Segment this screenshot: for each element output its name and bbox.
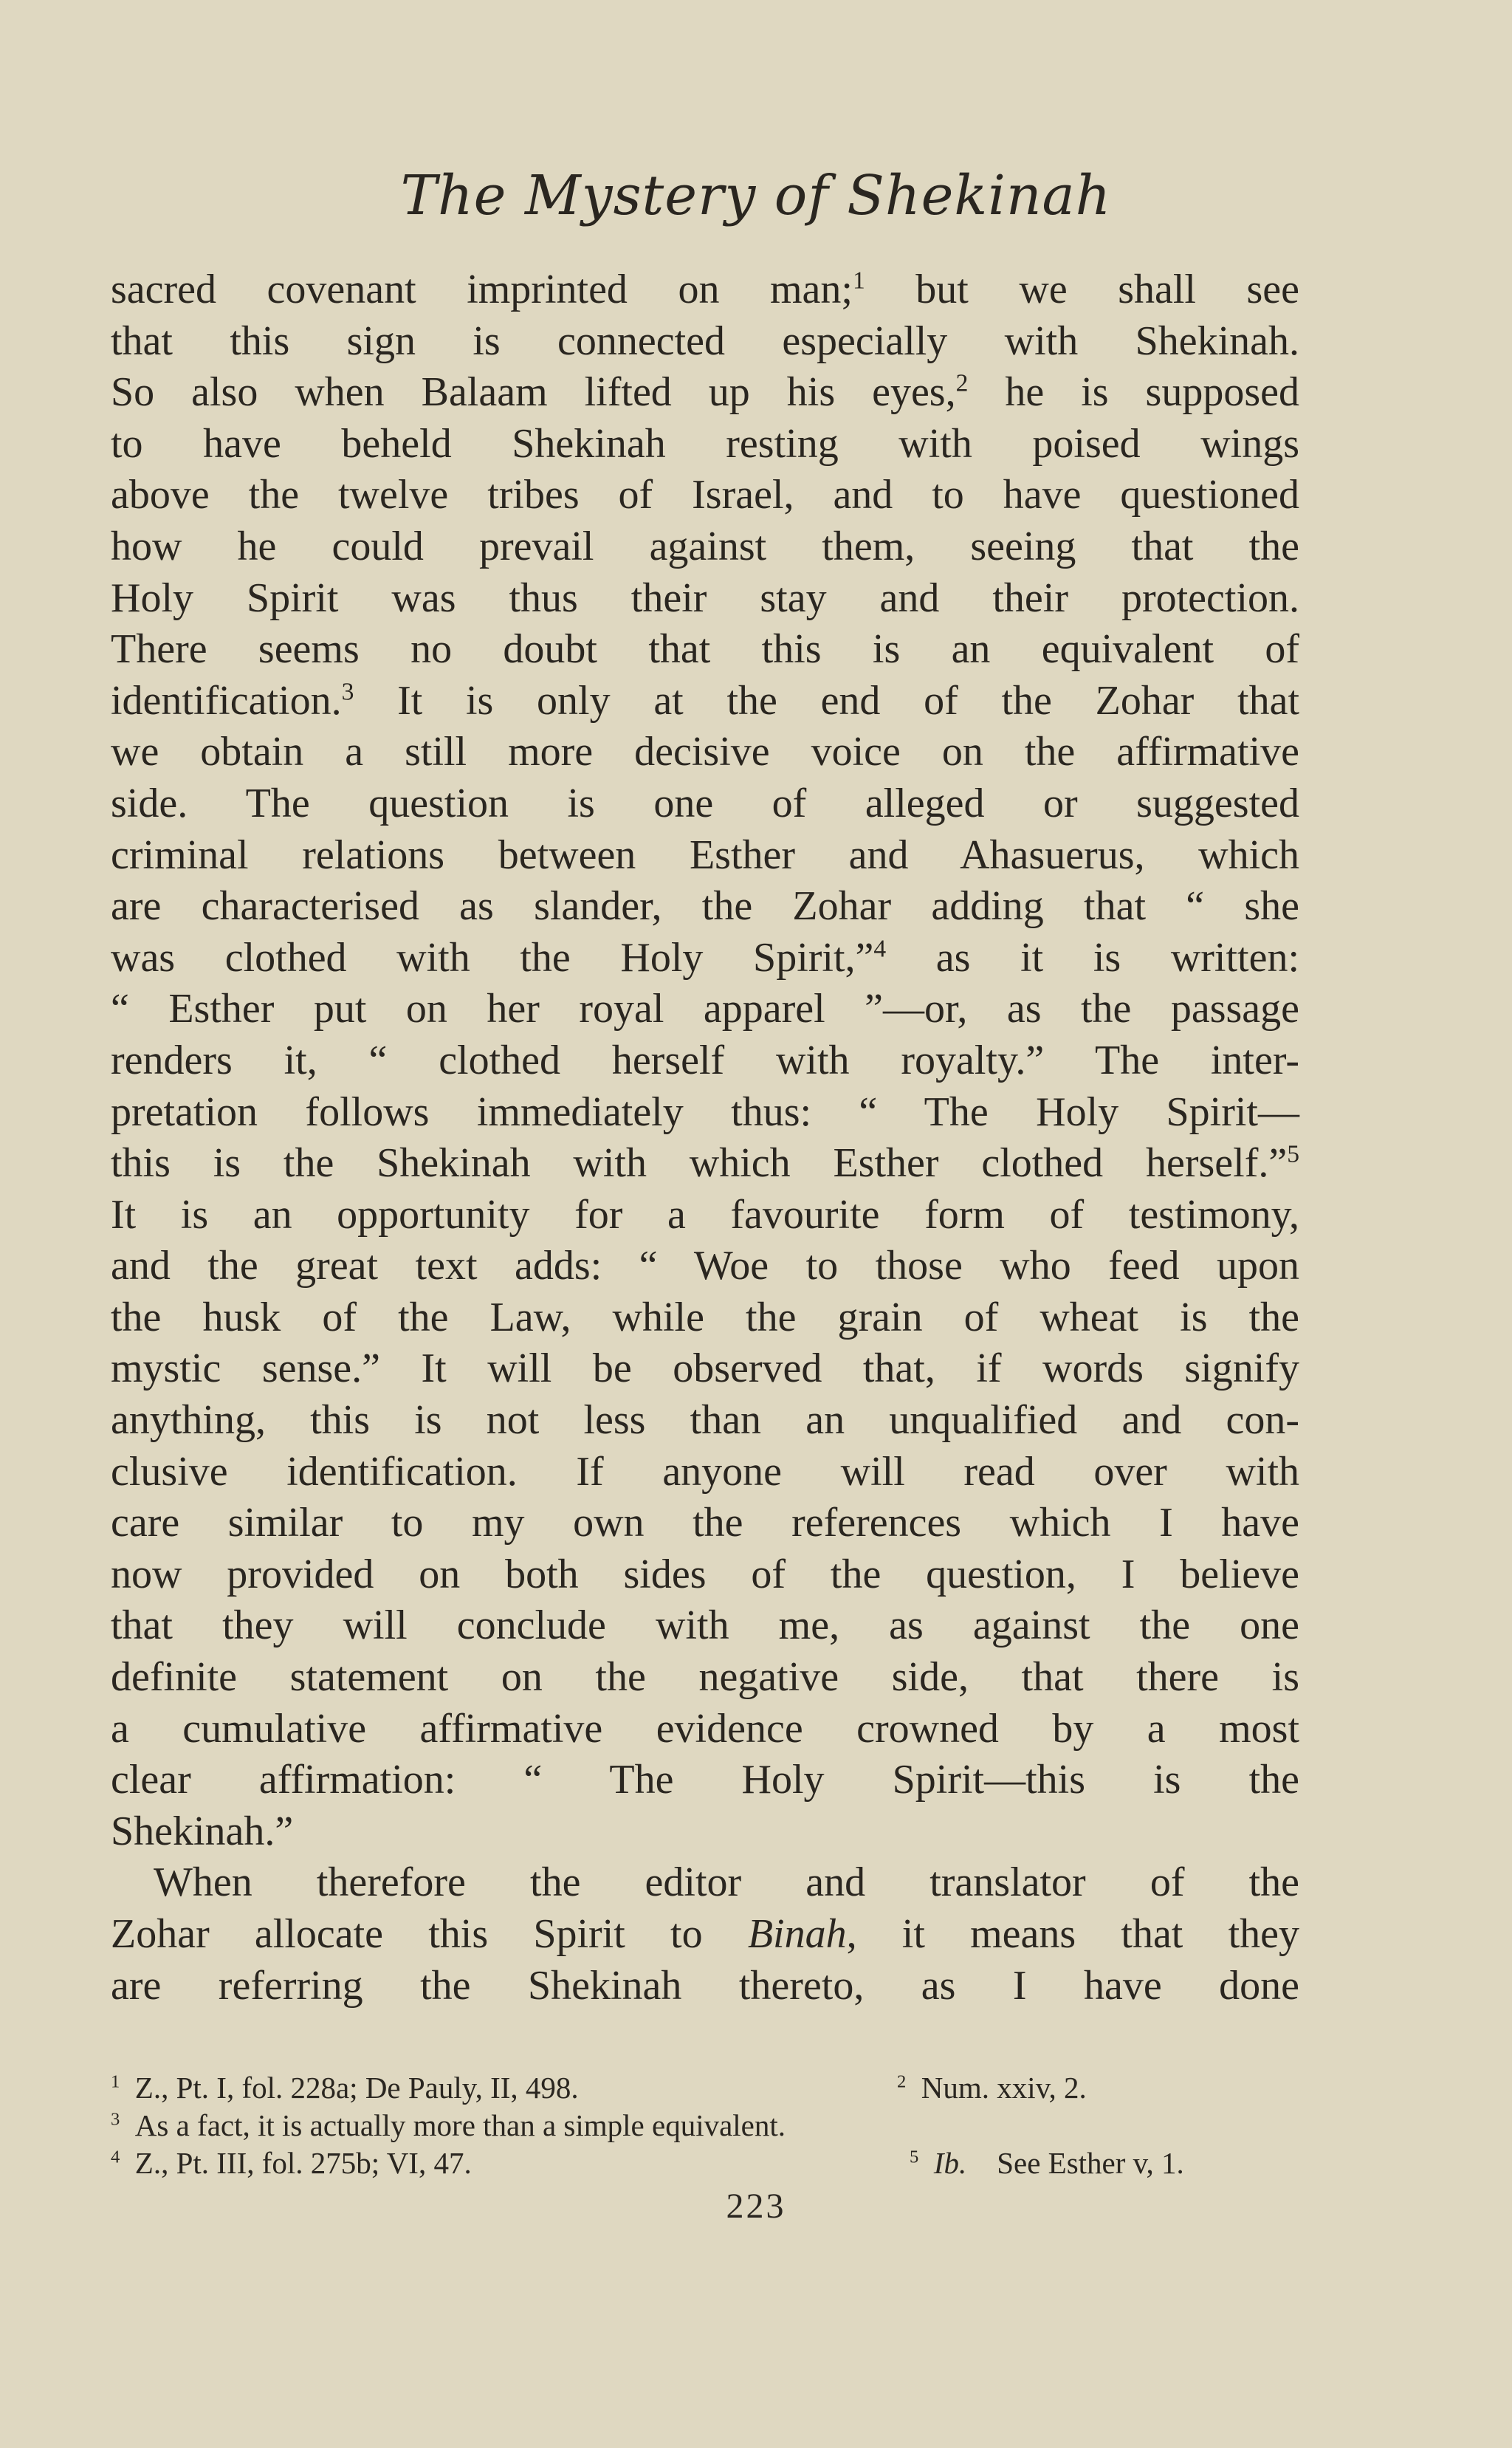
text-line: [111, 573, 1299, 625]
text-line: [111, 1447, 1299, 1498]
line-text: Shekinah.”: [111, 1808, 294, 1854]
line-text: was clothed with the Holy Spirit,”: [111, 934, 874, 981]
footnotes: [111, 2069, 1299, 2182]
text-line: [111, 1549, 1299, 1601]
line-text-cont: , it means that they: [846, 1911, 1299, 1957]
line-text: renders it, “ clothed herself with royalty.” The inter-: [111, 1037, 1299, 1083]
text-line: [111, 1343, 1299, 1395]
footnote-row: [111, 2107, 1299, 2144]
footnote-text: Z., Pt. I, fol. 228a; De Pauly, II, 498.: [134, 2071, 579, 2105]
line-text: above the twelve tribes of Israel, and to have questioned: [111, 472, 1299, 518]
line-text: and the great text adds: “ Woe to those who feed upon: [111, 1243, 1299, 1289]
line-text: clear affirmation: “ The Holy Spirit—this is the: [111, 1757, 1299, 1803]
line-text: care similar to my own the references which I have: [111, 1500, 1299, 1546]
footnote-text: As a fact, it is actually more than a simple equivalent.: [134, 2108, 786, 2142]
text-line: [111, 1292, 1299, 1344]
footnote-text: Num. xxiv, 2.: [921, 2071, 1087, 2105]
footnote-ref: 3: [341, 678, 354, 706]
line-text: Zohar allocate this Spirit to: [111, 1911, 748, 1957]
text-line: [111, 881, 1299, 933]
line-text-cont: he is supposed: [968, 369, 1300, 416]
text-line: [111, 1035, 1299, 1087]
text-line: [111, 1138, 1299, 1190]
text-line: [111, 933, 1299, 984]
line-text: this is the Shekinah with which Esther clothed herself.”: [111, 1140, 1288, 1187]
line-text: sacred covenant imprinted on man;: [111, 267, 853, 312]
line-text: So also when Balaam lifted up his eyes,: [111, 369, 956, 416]
text-line: [111, 316, 1299, 368]
line-text-cont: as it is written:: [886, 934, 1299, 981]
footnote-ref: 1: [852, 267, 865, 295]
text-line: [111, 1704, 1299, 1755]
footnote-mark: 1: [111, 2071, 120, 2092]
line-text: that they will conclude with me, as against the one: [111, 1602, 1299, 1649]
footnote-text: Z., Pt. III, fol. 275b; VI, 47.: [134, 2146, 472, 2180]
footnote-ref: 4: [873, 935, 887, 963]
footnote-row: [111, 2144, 1299, 2182]
line-text: pretation follows immediately thus: “ The Holy Spirit—: [111, 1088, 1299, 1135]
text-line: [111, 521, 1299, 573]
footnote-mark: 5: [910, 2147, 919, 2167]
line-text: a cumulative affirmative evidence crowned by a most: [111, 1705, 1299, 1752]
footnote-italic: Ib.: [933, 2146, 967, 2180]
line-text: clusive identification. If anyone will read over with: [111, 1448, 1299, 1495]
line-text: we obtain a still more decisive voice on the affirmative: [111, 729, 1299, 775]
line-text: identification.: [111, 677, 342, 724]
text-line: [111, 1909, 1299, 1961]
text-line: [111, 1190, 1299, 1241]
line-text: are referring the Shekinah thereto, as I have done: [111, 1962, 1299, 2009]
line-text: now provided on both sides of the question, I believe: [111, 1551, 1299, 1597]
text-line: [111, 419, 1299, 470]
body-text: [111, 264, 1299, 2012]
line-text: how he could prevail against them, seeing that the: [111, 523, 1299, 569]
footnote-ref: 5: [1287, 1140, 1299, 1168]
line-text: criminal relations between Esther and Ahasuerus, which: [111, 832, 1299, 878]
text-line: [111, 470, 1299, 521]
line-text: There seems no doubt that this is an equivalent of: [111, 626, 1299, 673]
footnote-mark: 2: [897, 2071, 907, 2092]
line-text: side. The question is one of alleged or suggested: [111, 780, 1299, 826]
italic-term: Binah: [747, 1911, 847, 1957]
text-line: [111, 1857, 1299, 1909]
text-line: [111, 1755, 1299, 1806]
text-line: [111, 676, 1299, 727]
running-head: The Mystery of Shekinah: [400, 164, 1112, 227]
line-text-cont: It is only at the end of the Zohar that: [354, 677, 1299, 724]
line-text: It is an opportunity for a favourite form of testimony,: [111, 1191, 1299, 1238]
footnote-right: [897, 2069, 1087, 2107]
footnote-mark: 4: [111, 2147, 120, 2167]
line-text: “ Esther put on her royal apparel ”—or, as the passage: [111, 986, 1299, 1032]
line-text-cont: but we shall see: [865, 267, 1300, 312]
footnote-ref: 2: [955, 369, 969, 397]
text-line: [111, 1241, 1299, 1292]
text-line: [111, 830, 1299, 882]
text-line: [111, 1498, 1299, 1549]
text-line: [111, 367, 1299, 419]
line-text: that this sign is connected especially with Shekinah.: [111, 318, 1299, 364]
line-text: the husk of the Law, while the grain of wheat is the: [111, 1294, 1299, 1340]
text-line: [111, 1961, 1299, 2012]
line-text: Holy Spirit was thus their stay and their protection.: [111, 575, 1299, 621]
text-line: [111, 264, 1299, 316]
text-line: [111, 1395, 1299, 1447]
line-text: to have beheld Shekinah resting with poised wings: [111, 420, 1299, 467]
footnote-mark: 3: [111, 2109, 120, 2130]
line-text: anything, this is not less than an unqualified and con-: [111, 1397, 1299, 1444]
footnote-text: See Esther v, 1.: [997, 2146, 1184, 2180]
line-text: are characterised as slander, the Zohar adding that “ she: [111, 883, 1299, 930]
footnote-right: [910, 2144, 1184, 2182]
text-line: [111, 1652, 1299, 1704]
line-text: definite statement on the negative side, that there is: [111, 1654, 1299, 1701]
text-line: [111, 984, 1299, 1035]
text-line: [111, 624, 1299, 676]
line-text: When therefore the editor and translator of the: [154, 1859, 1299, 1906]
line-text: mystic sense.” It will be observed that, if words signify: [111, 1345, 1299, 1392]
text-line: [111, 1600, 1299, 1652]
text-line: [111, 1087, 1299, 1139]
footnote-row: [111, 2069, 1299, 2107]
text-line: [111, 1806, 1299, 1858]
text-line: [111, 727, 1299, 778]
page-number: 223: [726, 2187, 786, 2226]
text-line: [111, 778, 1299, 830]
